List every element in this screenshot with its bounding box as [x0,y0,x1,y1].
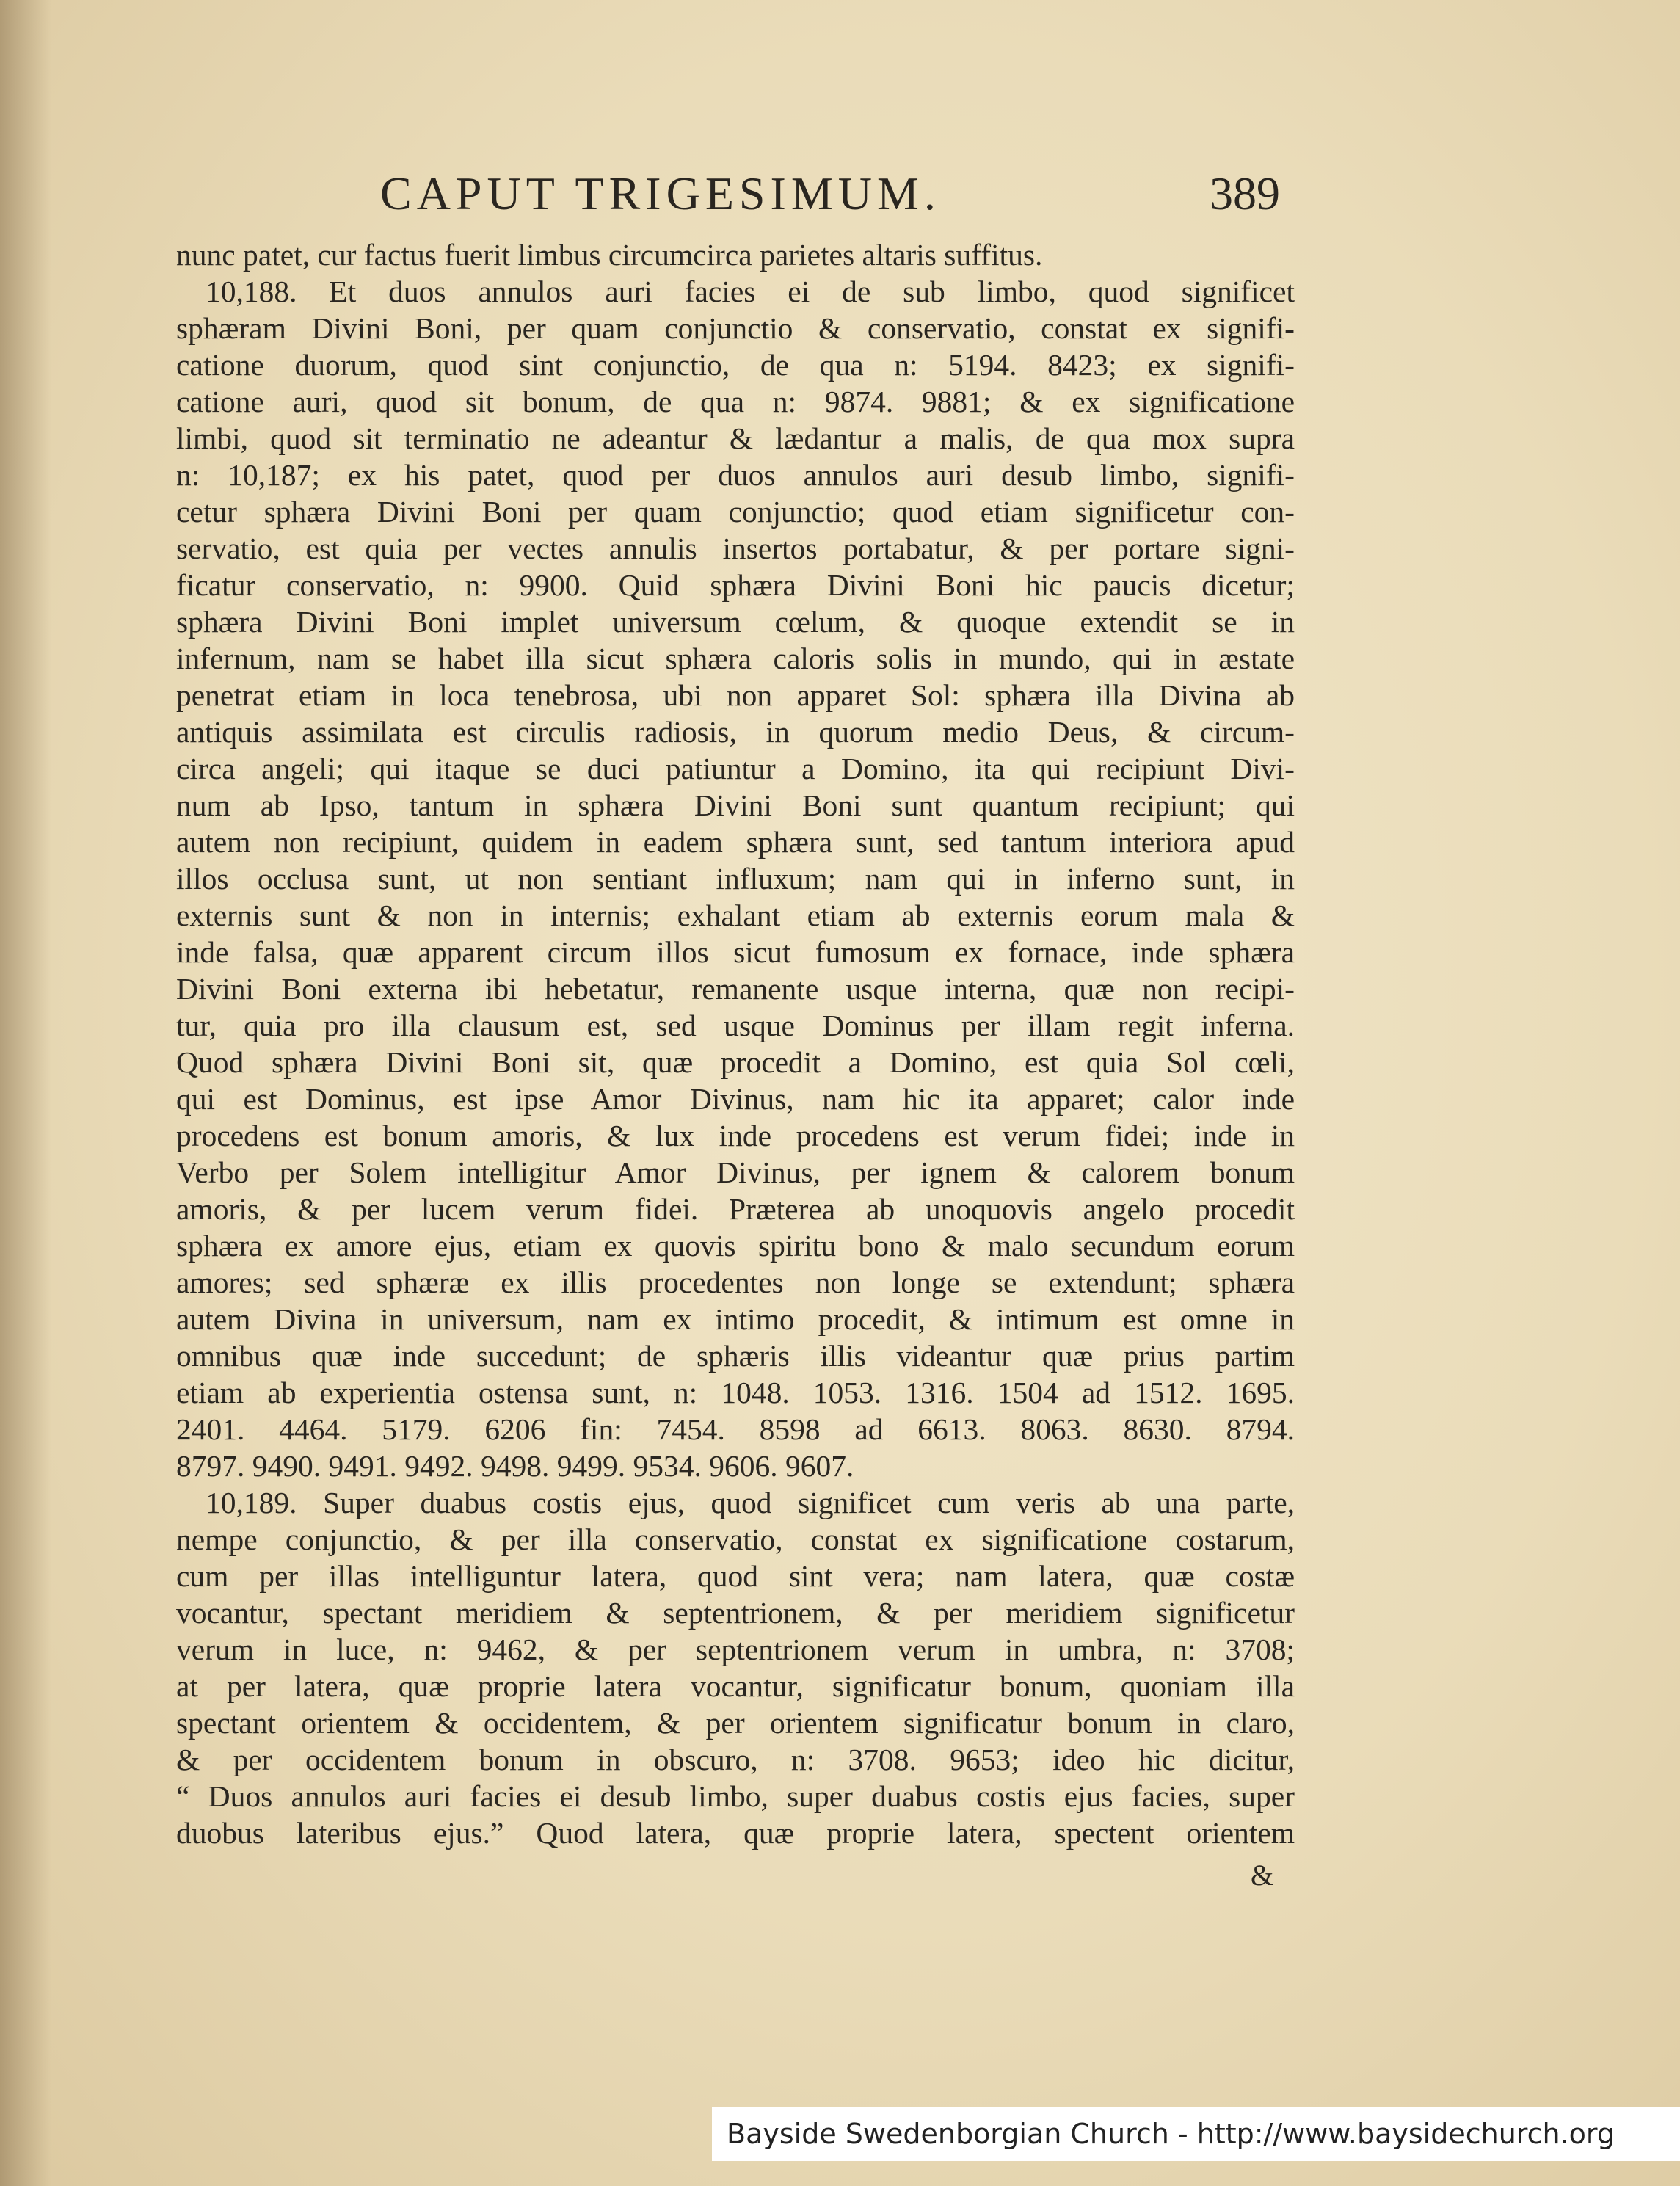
binding-shadow [0,0,51,2186]
text-line: “ Duos annulos auri facies ei desub limbo, super duabus costis ejus facies, super [176,1779,1295,1813]
text-line: catione duorum, quod sint conjunctio, de qua n: 5194. 8423; ex signifi- [176,348,1295,382]
text-line: 8797. 9490. 9491. 9492. 9498. 9499. 9534. 9606. 9607. [176,1449,854,1483]
text-line: 10,189. Super duabus costis ejus, quod significet cum veris ab una parte, [206,1486,1295,1519]
body-text [176,236,1295,1851]
text-line: amoris, & per lucem verum fidei. Præterea ab unoquovis angelo procedit [176,1192,1295,1226]
text-line: nunc patet, cur factus fuerit limbus circumcirca parietes altaris suffitus. [176,238,1043,272]
text-line: cum per illas intelliguntur latera, quod sint vera; nam latera, quæ costæ [176,1559,1295,1593]
page-number: 389 [1210,167,1280,219]
text-line: spectant orientem & occidentem, & per orientem significatur bonum in claro, [176,1706,1295,1740]
text-line: num ab Ipso, tantum in sphæra Divini Boni sunt quantum recipiunt; qui [176,788,1295,822]
text-line: illos occlusa sunt, ut non sentiant influxum; nam qui in inferno sunt, in [176,862,1295,896]
text-line: etiam ab experientia ostensa sunt, n: 1048. 1053. 1316. 1504 ad 1512. 1695. [176,1376,1295,1409]
text-line: 2401. 4464. 5179. 6206 fin: 7454. 8598 ad 6613. 8063. 8630. 8794. [176,1412,1295,1446]
text-line: n: 10,187; ex his patet, quod per duos annulos auri desub limbo, signifi- [176,458,1295,492]
text-line: omnibus quæ inde succedunt; de sphæris illis videantur quæ prius partim [176,1339,1295,1373]
text-line: duobus lateribus ejus.” Quod latera, quæ proprie latera, spectent orientem [176,1816,1295,1850]
text-line: autem Divina in universum, nam ex intimo procedit, & intimum est omne in [176,1302,1295,1336]
footer-banner [712,2107,1680,2161]
text-line: procedens est bonum amoris, & lux inde procedens est verum fidei; inde in [176,1119,1295,1152]
text-line: cetur sphæra Divini Boni per quam conjunctio; quod etiam significetur con- [176,495,1295,529]
text-line: Verbo per Solem intelligitur Amor Divinus, per ignem & calorem bonum [176,1155,1295,1189]
text-line: servatio, est quia per vectes annulis insertos portabatur, & per portare signi- [176,531,1295,565]
text-line: vocantur, spectant meridiem & septentrionem, & per meridiem significetur [176,1596,1295,1630]
text-line: externis sunt & non in internis; exhalant etiam ab externis eorum mala & [176,898,1295,932]
catchword: & [1251,1859,1274,1892]
footer-credit: Bayside Swedenborgian Church - http://www.baysidechurch.org [727,2118,1615,2150]
text-line: at per latera, quæ proprie latera vocantur, significatur bonum, quoniam illa [176,1669,1295,1703]
chapter-title: CAPUT TRIGESIMUM. [380,167,941,219]
text-line: sphæram Divini Boni, per quam conjunctio & conservatio, constat ex signifi- [176,311,1295,345]
text-line: verum in luce, n: 9462, & per septentrionem verum in umbra, n: 3708; [176,1633,1295,1666]
text-line: autem non recipiunt, quidem in eadem sphæra sunt, sed tantum interiora apud [176,825,1295,859]
text-line: antiquis assimilata est circulis radiosis, in quorum medio Deus, & circum- [176,715,1295,749]
text-line: qui est Dominus, est ipse Amor Divinus, nam hic ita apparet; calor inde [176,1082,1295,1116]
text-line: 10,188. Et duos annulos auri facies ei de sub limbo, quod significet [206,275,1295,308]
text-line: infernum, nam se habet illa sicut sphæra caloris solis in mundo, qui in æstate [176,642,1295,675]
text-line: circa angeli; qui itaque se duci patiuntur a Domino, ita qui recipiunt Divi- [176,752,1295,785]
text-line: Quod sphæra Divini Boni sit, quæ procedit a Domino, est quia Sol cœli, [176,1045,1295,1079]
text-line: catione auri, quod sit bonum, de qua n: 9874. 9881; & ex significatione [176,385,1295,418]
text-line: tur, quia pro illa clausum est, sed usque Dominus per illam regit inferna. [176,1009,1295,1042]
text-line: limbi, quod sit terminatio ne adeantur & lædantur a malis, de qua mox supra [176,421,1295,455]
text-line: penetrat etiam in loca tenebrosa, ubi non apparet Sol: sphæra illa Divina ab [176,678,1295,712]
text-line: nempe conjunctio, & per illa conservatio, constat ex significatione costarum, [176,1522,1295,1556]
text-line: sphæra Divini Boni implet universum cœlum, & quoque extendit se in [176,605,1295,639]
text-line: sphæra ex amore ejus, etiam ex quovis spiritu bono & malo secundum eorum [176,1229,1295,1263]
text-line: amores; sed sphæræ ex illis procedentes non longe se extendunt; sphæra [176,1266,1295,1299]
text-line: ficatur conservatio, n: 9900. Quid sphæra Divini Boni hic paucis dicetur; [176,568,1295,602]
text-line: Divini Boni externa ibi hebetatur, remanente usque interna, quæ non recipi- [176,972,1295,1006]
text-line: & per occidentem bonum in obscuro, n: 3708. 9653; ideo hic dicitur, [176,1743,1295,1776]
running-head [0,164,1680,223]
text-line: inde falsa, quæ apparent circum illos sicut fumosum ex fornace, inde sphæra [176,935,1295,969]
